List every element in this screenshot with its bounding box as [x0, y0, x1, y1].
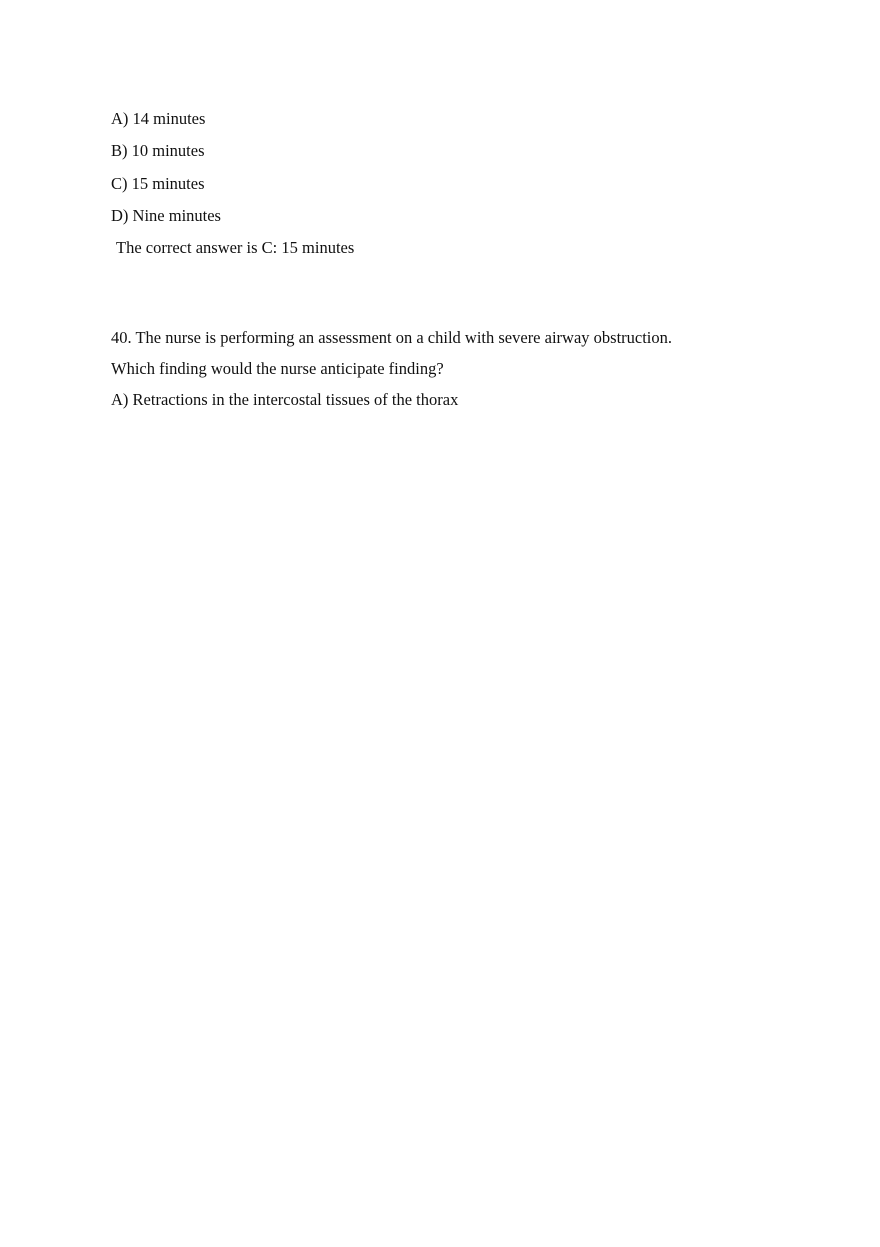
- q40-stem-line2: Which finding would the nurse anticipate finding?: [111, 359, 444, 378]
- q39-option-a: A) 14 minutes: [111, 109, 206, 128]
- q40-stem-line1: 40. The nurse is performing an assessment on a child with severe airway obstruction.: [111, 328, 673, 347]
- q39-option-d: D) Nine minutes: [111, 206, 221, 225]
- q40-option-a: A) Retractions in the intercostal tissues of the thorax: [111, 390, 459, 409]
- q39-correct-answer: The correct answer is C: 15 minutes: [116, 238, 355, 257]
- q39-option-c: C) 15 minutes: [111, 174, 205, 193]
- q39-option-b: B) 10 minutes: [111, 141, 205, 160]
